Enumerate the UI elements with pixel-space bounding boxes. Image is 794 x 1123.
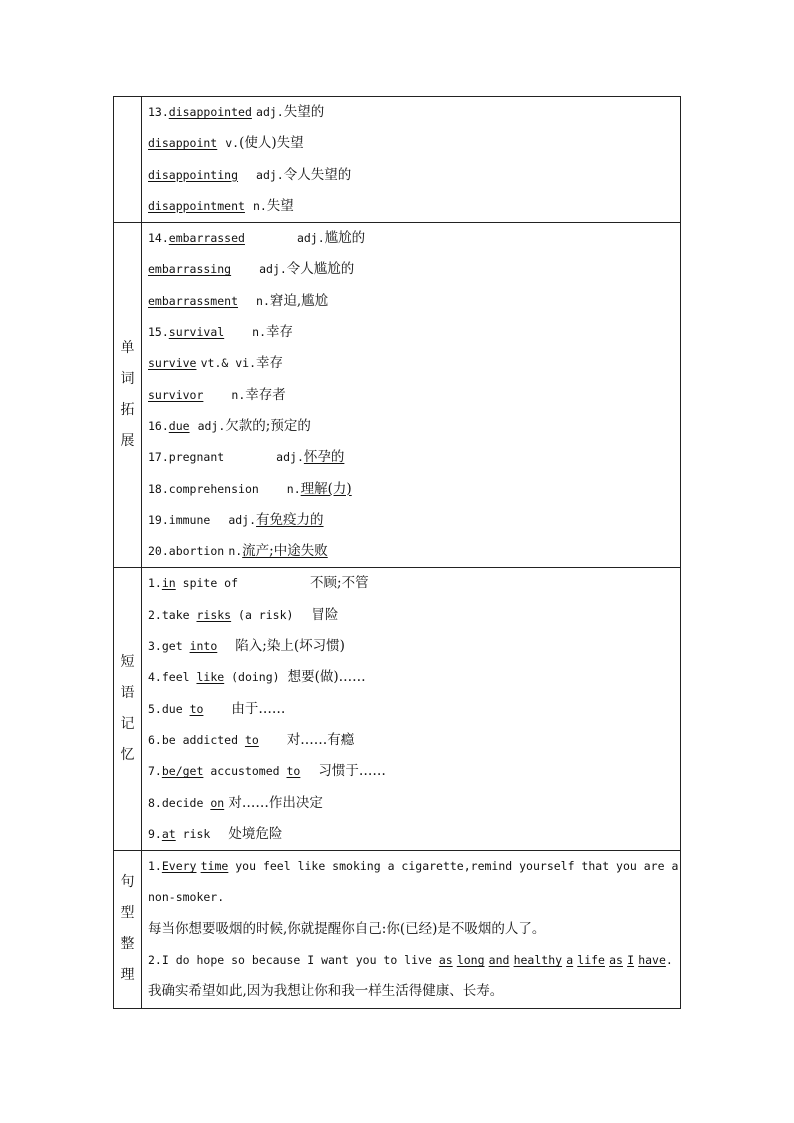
answer-blank: long [456,953,485,968]
vocab-term: disappointing [148,167,239,182]
answer-blank: healthy [513,953,563,968]
vocab-word: immune [168,512,211,527]
answer-blank: into [189,639,218,654]
sentence-line: 2.I do hope so because I want you to live as long and healthy a life as I have. [148,953,673,968]
answer-blank: to [244,732,259,747]
vocab-term: survival [168,325,225,340]
phrase-line: 6.be addicted to 对……有瘾 [148,731,355,748]
answer-blank: life [577,953,605,968]
section-word-expansion [114,223,681,568]
answer-blank: 理解(力) [300,480,352,497]
vocab-line: survive vt.& vi.幸存 [148,355,283,372]
vocab-word: pregnant [168,450,225,465]
answer-blank: to [189,701,204,716]
answer-blank: I [627,953,635,968]
answer-blank: a [566,953,574,968]
section-content [142,568,681,851]
answer-blank: on [210,795,225,810]
section-content [142,851,681,1008]
phrase-line: 3.get into 陷入;染上(坏习惯) [148,638,345,655]
answer-blank: be/get [161,764,204,779]
vocab-line: disappoint v.(使人)失望 [148,135,304,152]
phrase-line: 1.in spite of 不顾;不管 [148,575,369,592]
answer-blank: time [200,859,229,874]
vocab-line: 17.pregnant adj.怀孕的 [148,449,345,466]
answer-blank: like [196,670,225,685]
answer-blank: at [161,826,176,841]
vocab-word: comprehension [168,481,259,496]
answer-blank: 怀孕的 [303,449,345,466]
vocab-line: 20.abortion n.流产;中途失败 [148,543,328,560]
answer-blank: and [488,953,510,968]
section-label: 单 词 拓 展 [114,223,142,568]
section-content [142,97,681,223]
vocab-line: 16.due adj.欠款的;预定的 [148,417,311,434]
vocab-term: disappoint [148,136,218,151]
vocab-line: embarrassment n.窘迫,尴尬 [148,292,329,309]
answer-blank: risks [196,607,232,622]
answer-blank: in [161,576,176,591]
sentence-line: non-smoker. [148,890,225,905]
answer-blank: 流产;中途失败 [242,543,328,560]
vocab-line: disappointment n.失望 [148,197,294,214]
phrase-line: 9.at risk 处境危险 [148,825,283,842]
vocab-term: due [168,418,190,433]
vocab-line: embarrassing adj.令人尴尬的 [148,261,355,278]
answer-blank: Every [161,859,197,874]
vocab-line: survivor n.幸存者 [148,386,286,403]
section-disappoint [114,97,681,223]
answer-blank: have [638,953,666,968]
vocabulary-table [113,96,681,1009]
answer-blank: 有免疫力的 [256,511,324,528]
vocab-line: 13.disappointed adj.失望的 [148,104,325,120]
vocab-word: abortion [168,544,225,559]
phrase-line: 7.be/get accustomed to 习惯于…… [148,763,386,780]
vocab-term: embarrassing [148,262,232,277]
vocab-line: 14.embarrassed adj.尴尬的 [148,230,366,247]
section-label: 短 语 记 忆 [114,568,142,851]
answer-blank: as [438,953,453,968]
answer-blank: as [609,953,623,968]
section-phrase-memory [114,568,681,851]
sentence-translation: 每当你想要吸烟的时候,你就提醒你自己:你(已经)是不吸烟的人了。 [148,920,546,937]
vocab-term: disappointed [168,105,252,119]
phrase-line: 8.decide on 对……作出决定 [148,794,323,811]
vocab-line: 18.comprehension n.理解(力) [148,480,352,497]
vocab-term: disappointment [148,198,245,213]
vocab-line: disappointing adj.令人失望的 [148,166,352,183]
vocab-term: embarrassment [148,293,239,308]
section-sentence-patterns [114,851,681,1008]
section-label-empty [114,97,142,223]
phrase-line: 4.feel like (doing) 想要(做)…… [148,669,366,686]
phrase-line: 5.due to 由于…… [148,700,286,717]
vocab-term: embarrassed [168,231,245,246]
sentence-line: 1.Every time you feel like smoking a cigarette,remind yourself that you are a [148,859,679,874]
phrase-line: 2.take risks (a risk) 冒险 [148,606,339,623]
vocab-line: 19.immune adj.有免疫力的 [148,511,324,528]
vocab-term: survive [148,356,197,371]
vocab-term: survivor [148,387,204,402]
sentence-translation: 我确实希望如此,因为我想让你和我一样生活得健康、长寿。 [148,983,504,1000]
section-label: 句 型 整 理 [114,851,142,1008]
vocab-line: 15.survival n.幸存 [148,324,294,341]
answer-blank: to [286,764,301,779]
section-content [142,223,681,568]
